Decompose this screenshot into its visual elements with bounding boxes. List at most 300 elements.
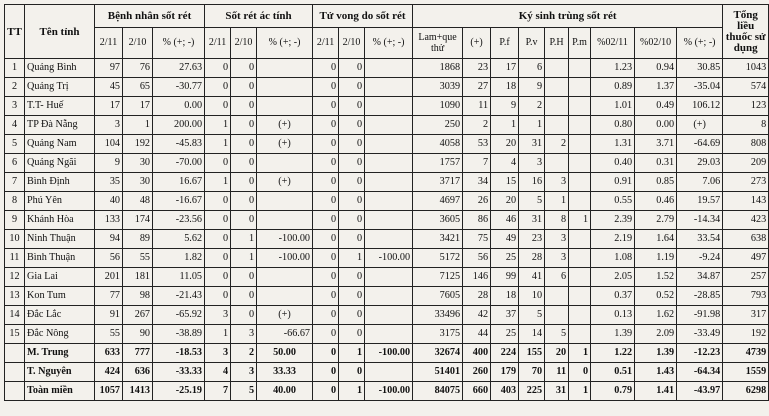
cell-pp: 19.57 <box>677 192 723 211</box>
cell-tt: 3 <box>5 97 25 116</box>
cell-p11: 0.51 <box>591 363 635 382</box>
table-row <box>5 192 769 211</box>
cell-name: Quảng Bình <box>25 59 95 78</box>
cell-pf: 37 <box>491 306 519 325</box>
cell-pv: 6 <box>519 59 545 78</box>
cell-lam: 3605 <box>413 211 463 230</box>
subheader-deaths-0: 2/11 <box>313 28 339 59</box>
cell-ph: 2 <box>545 135 569 154</box>
cell-atp: 33.33 <box>257 363 313 382</box>
cell-p11: 1.23 <box>591 59 635 78</box>
cell-pp: -12.23 <box>677 344 723 363</box>
cell-pp: 33.54 <box>677 230 723 249</box>
cell-tvp <box>365 211 413 230</box>
cell-lam: 1868 <box>413 59 463 78</box>
cell-at1: 3 <box>205 306 231 325</box>
cell-pf: 4 <box>491 154 519 173</box>
cell-tv1: 0 <box>313 154 339 173</box>
cell-at2: 0 <box>231 306 257 325</box>
cell-tt: 11 <box>5 249 25 268</box>
table-row <box>5 211 769 230</box>
cell-pf: 25 <box>491 325 519 344</box>
cell-pp: 29.03 <box>677 154 723 173</box>
cell-at2: 0 <box>231 135 257 154</box>
cell-tv1: 0 <box>313 268 339 287</box>
subheader-severe-0: 2/11 <box>205 28 231 59</box>
cell-pp: 34.87 <box>677 268 723 287</box>
cell-atp: 50.00 <box>257 344 313 363</box>
cell-name: Bình Định <box>25 173 95 192</box>
cell-at2: 3 <box>231 363 257 382</box>
cell-bn2: 55 <box>123 249 153 268</box>
cell-pm <box>569 287 591 306</box>
cell-bnp: 200.00 <box>153 116 205 135</box>
cell-pf: 9 <box>491 97 519 116</box>
cell-tv2: 0 <box>339 154 365 173</box>
cell-pm <box>569 135 591 154</box>
cell-ph: 3 <box>545 249 569 268</box>
cell-pos: 86 <box>463 211 491 230</box>
cell-pf: 49 <box>491 230 519 249</box>
subheader-patients-1: 2/10 <box>123 28 153 59</box>
cell-pos: 42 <box>463 306 491 325</box>
cell-pf: 20 <box>491 135 519 154</box>
cell-at1: 3 <box>205 344 231 363</box>
cell-lam: 5172 <box>413 249 463 268</box>
cell-at1: 0 <box>205 268 231 287</box>
cell-atp <box>257 78 313 97</box>
cell-pv: 70 <box>519 363 545 382</box>
cell-atp <box>257 154 313 173</box>
cell-bnp: 5.62 <box>153 230 205 249</box>
cell-tvp <box>365 363 413 382</box>
cell-atp <box>257 59 313 78</box>
cell-p10: 1.64 <box>635 230 677 249</box>
cell-drug: 638 <box>723 230 769 249</box>
table-row <box>5 78 769 97</box>
cell-p11: 0.37 <box>591 287 635 306</box>
cell-bn2: 98 <box>123 287 153 306</box>
cell-pp: -64.34 <box>677 363 723 382</box>
cell-atp: (+) <box>257 306 313 325</box>
cell-pos: 146 <box>463 268 491 287</box>
cell-ph: 5 <box>545 325 569 344</box>
summary-row <box>5 363 769 382</box>
cell-pv: 2 <box>519 97 545 116</box>
table-row <box>5 173 769 192</box>
cell-tv1: 0 <box>313 344 339 363</box>
cell-drug: 574 <box>723 78 769 97</box>
cell-tt: 14 <box>5 306 25 325</box>
cell-tv2: 0 <box>339 268 365 287</box>
cell-tt: 5 <box>5 135 25 154</box>
cell-bnp: -70.00 <box>153 154 205 173</box>
cell-tvp <box>365 287 413 306</box>
cell-name: Đắc Nông <box>25 325 95 344</box>
cell-bn1: 91 <box>95 306 123 325</box>
cell-bnp: -23.56 <box>153 211 205 230</box>
report-table-container <box>4 4 767 401</box>
cell-lam: 4058 <box>413 135 463 154</box>
cell-tv1: 0 <box>313 116 339 135</box>
cell-pos: 26 <box>463 192 491 211</box>
cell-at1: 1 <box>205 173 231 192</box>
cell-lam: 7605 <box>413 287 463 306</box>
cell-p11: 0.91 <box>591 173 635 192</box>
cell-lam: 250 <box>413 116 463 135</box>
cell-pm <box>569 230 591 249</box>
cell-atp <box>257 287 313 306</box>
table-row <box>5 230 769 249</box>
cell-pf: 403 <box>491 382 519 401</box>
cell-pv: 9 <box>519 78 545 97</box>
cell-pv: 155 <box>519 344 545 363</box>
cell-tv1: 0 <box>313 287 339 306</box>
cell-at1: 0 <box>205 192 231 211</box>
cell-p10: 3.71 <box>635 135 677 154</box>
cell-bn2: 777 <box>123 344 153 363</box>
cell-atp <box>257 268 313 287</box>
cell-bn1: 17 <box>95 97 123 116</box>
cell-tt: 10 <box>5 230 25 249</box>
cell-p10: 0.46 <box>635 192 677 211</box>
cell-tt <box>5 344 25 363</box>
cell-drug: 123 <box>723 97 769 116</box>
cell-bnp: -33.33 <box>153 363 205 382</box>
subheader-severe-1: 2/10 <box>231 28 257 59</box>
cell-at2: 0 <box>231 97 257 116</box>
subheader-parasites-1: (+) <box>463 28 491 59</box>
cell-pv: 225 <box>519 382 545 401</box>
cell-bn1: 104 <box>95 135 123 154</box>
cell-ph <box>545 78 569 97</box>
cell-tvp <box>365 306 413 325</box>
cell-p10: 0.94 <box>635 59 677 78</box>
cell-at2: 0 <box>231 59 257 78</box>
cell-bnp: 16.67 <box>153 173 205 192</box>
cell-drug: 808 <box>723 135 769 154</box>
cell-pm: 0 <box>569 363 591 382</box>
cell-pos: 28 <box>463 287 491 306</box>
cell-ph: 3 <box>545 230 569 249</box>
table-row <box>5 287 769 306</box>
cell-tt <box>5 382 25 401</box>
cell-name: Gia Lai <box>25 268 95 287</box>
cell-tt <box>5 363 25 382</box>
cell-at2: 3 <box>231 325 257 344</box>
cell-pm: 1 <box>569 344 591 363</box>
cell-p10: 1.37 <box>635 78 677 97</box>
cell-tt: 6 <box>5 154 25 173</box>
cell-p11: 1.22 <box>591 344 635 363</box>
cell-tvp: -100.00 <box>365 249 413 268</box>
cell-at1: 0 <box>205 59 231 78</box>
cell-atp <box>257 192 313 211</box>
cell-tv1: 0 <box>313 306 339 325</box>
cell-tvp <box>365 268 413 287</box>
table-row <box>5 268 769 287</box>
cell-pf: 15 <box>491 173 519 192</box>
cell-pm <box>569 325 591 344</box>
header-tt: TT <box>5 5 25 59</box>
cell-tv1: 0 <box>313 173 339 192</box>
subheader-parasites-7: %02/10 <box>635 28 677 59</box>
cell-bn2: 181 <box>123 268 153 287</box>
cell-p10: 1.43 <box>635 363 677 382</box>
cell-drug: 1559 <box>723 363 769 382</box>
cell-ph: 8 <box>545 211 569 230</box>
cell-bn1: 40 <box>95 192 123 211</box>
cell-atp <box>257 211 313 230</box>
cell-name: Đắc Lắc <box>25 306 95 325</box>
cell-pf: 1 <box>491 116 519 135</box>
cell-tvp <box>365 192 413 211</box>
cell-p11: 0.55 <box>591 192 635 211</box>
cell-bnp: 11.05 <box>153 268 205 287</box>
cell-tv2: 0 <box>339 78 365 97</box>
cell-atp <box>257 97 313 116</box>
cell-p10: 0.52 <box>635 287 677 306</box>
cell-bn1: 55 <box>95 325 123 344</box>
cell-name: Toàn miền <box>25 382 95 401</box>
cell-tvp <box>365 116 413 135</box>
cell-tt: 13 <box>5 287 25 306</box>
cell-pp: -35.04 <box>677 78 723 97</box>
cell-drug: 4739 <box>723 344 769 363</box>
cell-p11: 0.79 <box>591 382 635 401</box>
cell-pp: -91.98 <box>677 306 723 325</box>
cell-pm <box>569 78 591 97</box>
cell-pv: 14 <box>519 325 545 344</box>
cell-p11: 1.39 <box>591 325 635 344</box>
cell-pm <box>569 116 591 135</box>
cell-pv: 10 <box>519 287 545 306</box>
cell-pm <box>569 97 591 116</box>
header-severe: Sốt rét ác tính <box>205 5 313 28</box>
cell-at1: 0 <box>205 249 231 268</box>
cell-bnp: 1.82 <box>153 249 205 268</box>
cell-ph: 1 <box>545 192 569 211</box>
cell-drug: 273 <box>723 173 769 192</box>
cell-at2: 0 <box>231 116 257 135</box>
cell-name: T.T- Huế <box>25 97 95 116</box>
cell-at1: 1 <box>205 135 231 154</box>
table-row <box>5 116 769 135</box>
cell-pv: 31 <box>519 135 545 154</box>
cell-pos: 11 <box>463 97 491 116</box>
header-province: Tên tỉnh <box>25 5 95 59</box>
subheader-parasites-5: P.m <box>569 28 591 59</box>
cell-pp: -28.85 <box>677 287 723 306</box>
cell-name: M. Trung <box>25 344 95 363</box>
subheader-parasites-6: %02/11 <box>591 28 635 59</box>
cell-pos: 660 <box>463 382 491 401</box>
cell-pp: 106.12 <box>677 97 723 116</box>
cell-p11: 0.13 <box>591 306 635 325</box>
cell-tv2: 0 <box>339 306 365 325</box>
cell-p10: 2.09 <box>635 325 677 344</box>
cell-bn1: 45 <box>95 78 123 97</box>
cell-pos: 56 <box>463 249 491 268</box>
cell-pf: 46 <box>491 211 519 230</box>
cell-bn2: 30 <box>123 173 153 192</box>
cell-bn2: 636 <box>123 363 153 382</box>
cell-atp: -66.67 <box>257 325 313 344</box>
cell-atp: (+) <box>257 135 313 154</box>
cell-pp: (+) <box>677 116 723 135</box>
cell-drug: 192 <box>723 325 769 344</box>
cell-at2: 0 <box>231 154 257 173</box>
cell-tv1: 0 <box>313 211 339 230</box>
cell-lam: 32674 <box>413 344 463 363</box>
table-row <box>5 97 769 116</box>
summary-row <box>5 344 769 363</box>
cell-at2: 0 <box>231 268 257 287</box>
cell-tv2: 0 <box>339 97 365 116</box>
cell-bn2: 1413 <box>123 382 153 401</box>
subheader-parasites-8: % (+; -) <box>677 28 723 59</box>
cell-p10: 1.52 <box>635 268 677 287</box>
cell-ph <box>545 287 569 306</box>
cell-ph <box>545 97 569 116</box>
cell-pos: 400 <box>463 344 491 363</box>
cell-tv1: 0 <box>313 325 339 344</box>
header-drugs: Tổng liều thuốc sử dụng <box>723 5 769 59</box>
cell-pm <box>569 268 591 287</box>
cell-tv2: 0 <box>339 116 365 135</box>
cell-tt: 9 <box>5 211 25 230</box>
header-patients: Bệnh nhân sốt rét <box>95 5 205 28</box>
cell-p11: 1.31 <box>591 135 635 154</box>
cell-lam: 33496 <box>413 306 463 325</box>
cell-tvp: -100.00 <box>365 344 413 363</box>
cell-tv1: 0 <box>313 192 339 211</box>
cell-pm <box>569 249 591 268</box>
cell-bn2: 174 <box>123 211 153 230</box>
cell-at1: 1 <box>205 116 231 135</box>
cell-p11: 1.08 <box>591 249 635 268</box>
cell-lam: 4697 <box>413 192 463 211</box>
cell-drug: 497 <box>723 249 769 268</box>
table-row <box>5 325 769 344</box>
cell-bn2: 76 <box>123 59 153 78</box>
cell-pv: 5 <box>519 192 545 211</box>
cell-name: Quảng Ngãi <box>25 154 95 173</box>
cell-bn1: 35 <box>95 173 123 192</box>
cell-pf: 224 <box>491 344 519 363</box>
subheader-severe-2: % (+; -) <box>257 28 313 59</box>
cell-p11: 1.01 <box>591 97 635 116</box>
cell-pv: 31 <box>519 211 545 230</box>
cell-tv2: 0 <box>339 287 365 306</box>
header-deaths: Tử vong do sốt rét <box>313 5 413 28</box>
cell-pos: 44 <box>463 325 491 344</box>
cell-bnp: -21.43 <box>153 287 205 306</box>
cell-name: Quảng Nam <box>25 135 95 154</box>
cell-p10: 1.39 <box>635 344 677 363</box>
cell-atp: 40.00 <box>257 382 313 401</box>
cell-tt: 15 <box>5 325 25 344</box>
cell-lam: 3421 <box>413 230 463 249</box>
cell-pm: 1 <box>569 382 591 401</box>
cell-pos: 2 <box>463 116 491 135</box>
cell-p10: 1.19 <box>635 249 677 268</box>
cell-ph <box>545 59 569 78</box>
cell-pf: 25 <box>491 249 519 268</box>
subheader-parasites-4: P.H <box>545 28 569 59</box>
cell-bn1: 77 <box>95 287 123 306</box>
cell-bn2: 1 <box>123 116 153 135</box>
summary-row <box>5 382 769 401</box>
cell-atp: -100.00 <box>257 249 313 268</box>
cell-atp: -100.00 <box>257 230 313 249</box>
cell-ph: 20 <box>545 344 569 363</box>
cell-ph <box>545 116 569 135</box>
cell-bn1: 633 <box>95 344 123 363</box>
cell-tt: 4 <box>5 116 25 135</box>
cell-lam: 1090 <box>413 97 463 116</box>
cell-drug: 143 <box>723 192 769 211</box>
cell-at1: 0 <box>205 154 231 173</box>
cell-tt: 8 <box>5 192 25 211</box>
cell-pf: 18 <box>491 78 519 97</box>
cell-tvp <box>365 173 413 192</box>
cell-tv1: 0 <box>313 249 339 268</box>
table-row <box>5 154 769 173</box>
cell-at2: 0 <box>231 211 257 230</box>
cell-bn2: 267 <box>123 306 153 325</box>
cell-drug: 793 <box>723 287 769 306</box>
cell-tv2: 0 <box>339 211 365 230</box>
cell-tv1: 0 <box>313 97 339 116</box>
cell-pm <box>569 59 591 78</box>
subheader-patients-0: 2/11 <box>95 28 123 59</box>
cell-bnp: -30.77 <box>153 78 205 97</box>
subheader-patients-2: % (+; -) <box>153 28 205 59</box>
cell-pm <box>569 173 591 192</box>
cell-p10: 0.49 <box>635 97 677 116</box>
cell-name: T. Nguyên <box>25 363 95 382</box>
cell-name: Ninh Thuận <box>25 230 95 249</box>
header-parasites: Ký sinh trùng sốt rét <box>413 5 723 28</box>
cell-at2: 1 <box>231 230 257 249</box>
cell-tv2: 0 <box>339 135 365 154</box>
cell-p11: 2.05 <box>591 268 635 287</box>
cell-at2: 5 <box>231 382 257 401</box>
cell-tv1: 0 <box>313 78 339 97</box>
cell-at1: 1 <box>205 325 231 344</box>
table-row <box>5 306 769 325</box>
cell-at1: 4 <box>205 363 231 382</box>
cell-drug: 1043 <box>723 59 769 78</box>
cell-p10: 0.31 <box>635 154 677 173</box>
cell-p10: 1.62 <box>635 306 677 325</box>
cell-pm: 1 <box>569 211 591 230</box>
cell-tt: 1 <box>5 59 25 78</box>
cell-lam: 51401 <box>413 363 463 382</box>
cell-bn1: 9 <box>95 154 123 173</box>
cell-tv2: 1 <box>339 382 365 401</box>
cell-at1: 7 <box>205 382 231 401</box>
cell-pv: 28 <box>519 249 545 268</box>
cell-tv2: 0 <box>339 59 365 78</box>
cell-bnp: 27.63 <box>153 59 205 78</box>
cell-pf: 17 <box>491 59 519 78</box>
cell-bn1: 133 <box>95 211 123 230</box>
cell-name: Khánh Hòa <box>25 211 95 230</box>
cell-bn1: 56 <box>95 249 123 268</box>
cell-p11: 0.40 <box>591 154 635 173</box>
